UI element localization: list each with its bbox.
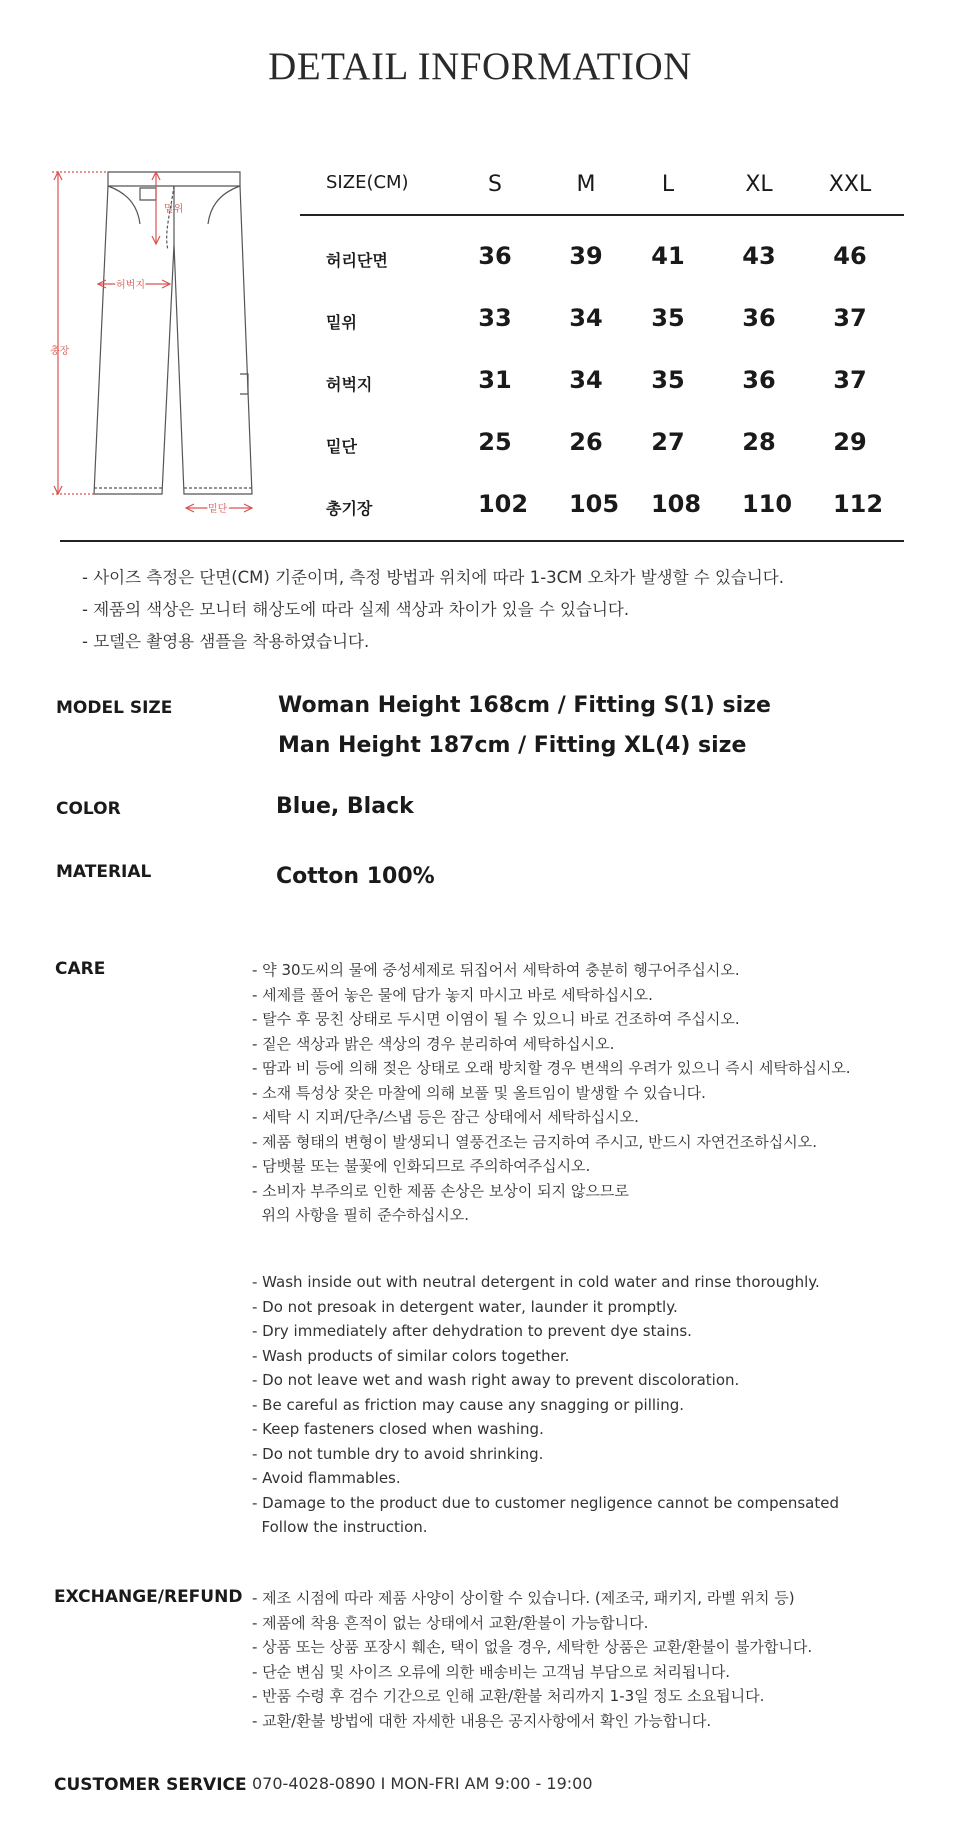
size-col-m: M	[576, 172, 596, 197]
list-item: - 제품에 착용 흔적이 없는 상태에서 교환/환불이 가능합니다.	[252, 1613, 649, 1632]
hem-label: 밑단	[208, 504, 228, 515]
table-cell: 36	[742, 304, 776, 332]
table-cell: 26	[569, 428, 603, 456]
table-cell: 27	[651, 428, 685, 456]
section-divider	[60, 540, 904, 542]
list-item: - 약 30도씨의 물에 중성세제로 뒤집어서 세탁하여 충분히 헹구어주십시오.	[252, 961, 740, 979]
row-label: 총기장	[326, 499, 373, 518]
row-label: 허벅지	[326, 375, 373, 394]
table-row	[300, 216, 904, 278]
list-item: - Do not tumble dry to avoid shrinking.	[252, 1444, 544, 1463]
size-col-s: S	[488, 172, 502, 197]
note-item: - 모델은 촬영용 샘플을 착용하였습니다.	[82, 632, 370, 651]
list-item: - 세제를 풀어 놓은 물에 담가 놓지 마시고 바로 세탁하십시오.	[252, 985, 653, 1004]
list-item: - 소비자 부주의로 인한 제품 손상은 보상이 되지 않으므로	[252, 1181, 629, 1200]
size-col-xxl: XXL	[828, 172, 872, 197]
list-item: - 교환/환불 방법에 대한 자세한 내용은 공지사항에서 확인 가능합니다.	[252, 1711, 712, 1730]
list-item: - 상품 또는 상품 포장시 훼손, 택이 없을 경우, 세탁한 상품은 교환/환불이 불가합니다.	[252, 1638, 813, 1656]
list-item: - Dry immediately after dehydration to prevent dye stains.	[252, 1322, 692, 1340]
table-cell: 29	[833, 428, 867, 456]
table-cell: 112	[832, 490, 884, 518]
rise-label: 밑위	[164, 204, 184, 215]
table-row	[300, 402, 904, 464]
table-cell: 34	[569, 304, 603, 332]
row-label: 허리단면	[326, 251, 388, 270]
list-item: - 탈수 후 뭉친 상태로 두시면 이염이 될 수 있으니 바로 건조하여 주십시오.	[252, 1010, 740, 1028]
table-row	[300, 278, 904, 340]
size-table	[300, 160, 904, 526]
care-label: CARE	[55, 959, 106, 979]
table-cell: 37	[833, 304, 867, 332]
thigh-label: 허벅지	[116, 280, 145, 291]
table-cell: 34	[569, 366, 603, 394]
table-cell: 110	[741, 490, 793, 518]
table-cell: 36	[478, 242, 512, 270]
list-item: - 단순 변심 및 사이즈 오류에 의한 배송비는 고객님 부담으로 처리됩니다.	[252, 1662, 731, 1681]
list-item: - 제조 시점에 따라 제품 사양이 상이할 수 있습니다. (제조국, 패키지, 라벨 위치 등)	[252, 1589, 795, 1607]
list-item: - Be careful as friction may cause any snagging or pilling.	[252, 1395, 685, 1414]
table-cell: 36	[742, 366, 776, 394]
table-cell: 25	[478, 428, 512, 456]
table-cell: 43	[742, 242, 776, 270]
material-label: MATERIAL	[56, 862, 152, 882]
row-label: 밑위	[326, 313, 357, 332]
list-item: - 제품 형태의 변형이 발생되니 열풍건조는 금지하여 주시고, 반드시 자연건조하십시오.	[252, 1132, 818, 1151]
note-item: - 사이즈 측정은 단면(CM) 기준이며, 측정 방법과 위치에 따라 1-3CM 오차가 발생할 수 있습니다.	[82, 568, 784, 587]
size-header-label: SIZE(CM)	[326, 172, 409, 193]
length-label: 총장	[50, 346, 70, 357]
table-cell: 28	[742, 428, 776, 456]
table-cell: 35	[651, 366, 685, 394]
size-table-header	[300, 160, 904, 216]
list-item: - 짙은 색상과 밝은 색상의 경우 분리하여 세탁하십시오.	[252, 1034, 615, 1053]
table-row	[300, 464, 904, 526]
row-label: 밑단	[326, 437, 357, 456]
list-item: - 반품 수령 후 검수 기간으로 인해 교환/환불 처리까지 1-3일 정도 소요됩니다.	[252, 1687, 765, 1705]
customer-service-label: CUSTOMER SERVICE	[54, 1775, 247, 1795]
table-cell: 31	[478, 366, 512, 394]
list-item: - 담뱃불 또는 불꽃에 인화되므로 주의하여주십시오.	[252, 1157, 591, 1175]
size-notes	[82, 562, 784, 658]
list-item: - Keep fasteners closed when washing.	[252, 1420, 544, 1438]
color-value: Blue, Black	[276, 794, 414, 819]
table-cell: 37	[833, 366, 867, 394]
list-item: - 세탁 시 지퍼/단추/스냅 등은 잠근 상태에서 세탁하십시오.	[252, 1108, 639, 1126]
customer-service-info: 070-4028-0890 I MON-FRI AM 9:00 - 19:00	[252, 1774, 593, 1793]
note-item: - 제품의 색상은 모니터 해상도에 따라 실제 색상과 차이가 있을 수 있습니다.	[82, 600, 630, 619]
list-item: Follow the instruction.	[252, 1518, 428, 1536]
table-cell: 41	[651, 242, 685, 270]
table-cell: 46	[833, 242, 867, 270]
list-item: - 소재 특성상 잦은 마찰에 의해 보풀 및 올트임이 발생할 수 있습니다.	[252, 1083, 706, 1102]
care-list-korean	[252, 958, 851, 1228]
list-item: 위의 사항을 필히 준수하십시오.	[252, 1206, 469, 1224]
table-cell: 105	[568, 490, 620, 518]
model-size-man: Man Height 187cm / Fitting XL(4) size	[278, 733, 747, 758]
size-col-xl: XL	[745, 172, 773, 197]
list-item: - 땀과 비 등에 의해 젖은 상태로 오래 방치할 경우 변색의 우려가 있으니 즉시 세탁하십시오.	[252, 1059, 851, 1077]
list-item: - Damage to the product due to customer negligence cannot be compensated	[252, 1493, 839, 1512]
exchange-refund-label: EXCHANGE/REFUND	[54, 1587, 243, 1607]
table-cell: 102	[477, 490, 529, 518]
table-cell: 33	[478, 304, 512, 332]
table-cell: 39	[569, 242, 603, 270]
material-value: Cotton 100%	[276, 864, 435, 889]
size-col-l: L	[661, 172, 675, 197]
page-title: DETAIL INFORMATION	[268, 45, 692, 88]
list-item: - Avoid flammables.	[252, 1469, 401, 1487]
list-item: - Wash inside out with neutral detergent in cold water and rinse thoroughly.	[252, 1273, 820, 1291]
list-item: - Do not leave wet and wash right away to prevent discoloration.	[252, 1371, 740, 1389]
model-size-label: MODEL SIZE	[56, 698, 173, 718]
color-label: COLOR	[56, 799, 121, 819]
list-item: - Wash products of similar colors together.	[252, 1346, 570, 1365]
table-cell: 108	[650, 490, 702, 518]
pants-diagram	[52, 164, 252, 524]
model-size-woman: Woman Height 168cm / Fitting S(1) size	[278, 693, 771, 718]
table-row	[300, 340, 904, 402]
table-cell: 35	[651, 304, 685, 332]
list-item: - Do not presoak in detergent water, launder it promptly.	[252, 1297, 678, 1316]
care-list-english	[252, 1270, 839, 1540]
exchange-list	[252, 1586, 812, 1733]
